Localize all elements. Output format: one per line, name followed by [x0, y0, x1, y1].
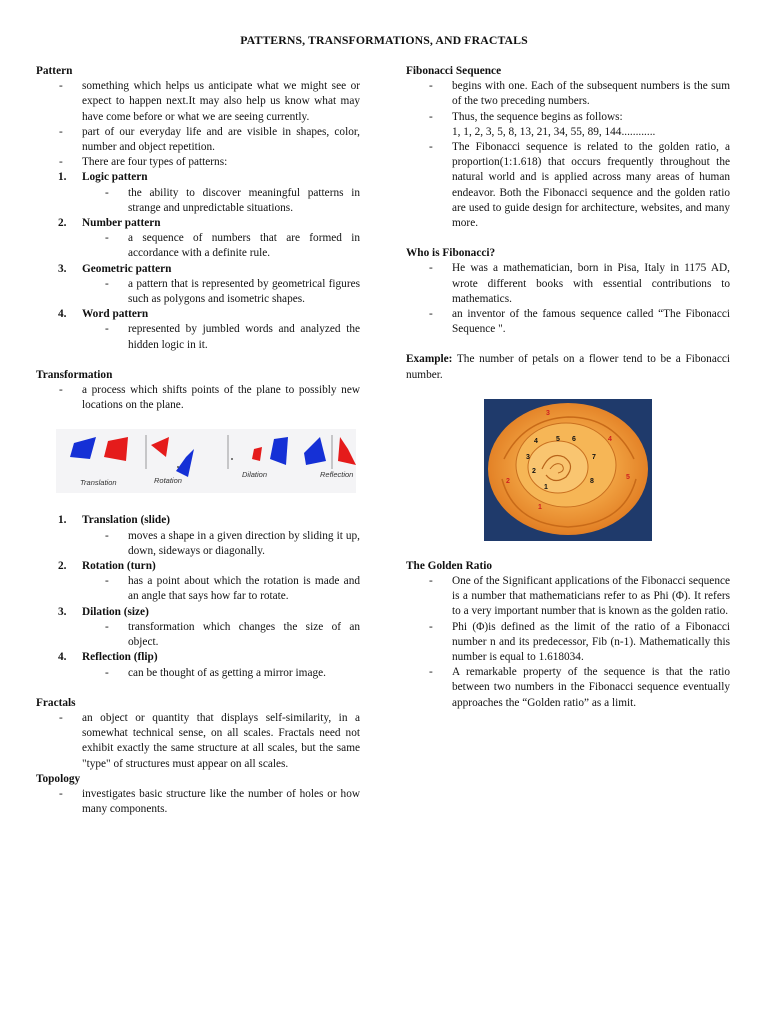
pattern-bullet: - something which helps us anticipate what we might see or expect to happen next.It may also help us know what may have come before or what we are seeing currently.: [59, 80, 360, 123]
petal-number: 4: [534, 437, 538, 445]
rose-inner-petals: [528, 441, 588, 493]
rotation-center-point: [177, 466, 179, 468]
golden-ratio-bullet: - One of the Significant applications of the Fibonacci sequence is a number that mathematicians refer to as Phi (Φ). It refers to a very important number that is known as the golden ratio.: [429, 575, 730, 618]
pattern-type-heading: 4. Word pattern: [58, 308, 149, 321]
fractals-heading: Fractals: [36, 696, 76, 709]
transformations-illustration: [36, 429, 360, 493]
petal-number: 7: [592, 453, 596, 461]
golden-ratio-heading: The Golden Ratio: [406, 559, 492, 572]
rose-petals-image: [484, 399, 652, 541]
transformation-type-desc: - moves a shape in a given direction by sliding it up, down, sideways or diagonally.: [105, 529, 360, 557]
example-paragraph: Example: The number of petals on a flower tend to be a Fibonacci number.: [406, 353, 730, 381]
transformation-type-heading: 1. Translation (slide): [58, 514, 170, 527]
transformation-type-heading: 2. Rotation (turn): [58, 560, 156, 573]
petal-number: 3: [526, 453, 530, 461]
pattern-type-desc: - represented by jumbled words and analyzed the hidden logic in it.: [105, 323, 360, 351]
pattern-type-desc: - a pattern that is represented by geometrical figures such as polygons and isometric shapes.: [105, 277, 360, 306]
petal-number-outer: 3: [546, 409, 550, 417]
petal-number-outer: 4: [608, 435, 612, 443]
pattern-type-heading: 1. Logic pattern: [58, 171, 148, 184]
petal-number-outer: 2: [506, 477, 510, 485]
who-bullet: - He was a mathematician, born in Pisa, Italy in 1175 AD, wrote different books with essential contributions to mathematics.: [429, 262, 730, 305]
who-heading: Who is Fibonacci?: [406, 247, 496, 260]
transformation-type-heading: 4. Reflection (flip): [58, 651, 158, 664]
pattern-bullet: - There are four types of patterns:: [59, 156, 228, 169]
left-column: [36, 64, 360, 817]
pattern-heading: Pattern: [36, 65, 73, 77]
reflection-label: Reflection: [320, 470, 354, 480]
fractals-bullet: - an object or quantity that displays self-similarity, in a somewhat technical sense, on all scales. Fractals need not exhibit exactly the same structure at all scales, but the same "type" of structures must appear on all scales.: [59, 711, 360, 770]
rose-figure: [406, 399, 730, 541]
dilation-label: Dilation: [242, 470, 268, 480]
fibonacci-bullet: - begins with one. Each of the subsequent numbers is the sum of the two preceding numbers.: [429, 80, 730, 108]
pattern-type-heading: 3. Geometric pattern: [58, 262, 172, 275]
right-column: [406, 64, 730, 711]
transformation-type-desc: - can be thought of as getting a mirror image.: [105, 666, 326, 679]
golden-ratio-bullet: - Phi (Φ)is defined as the limit of the ratio of a Fibonacci number n and its predecessor, Fib (n-1). Mathematically this number is equal to 1.618034.: [429, 620, 730, 664]
transformation-type-desc: - has a point about which the rotation is made and an angle that says how far to rotate.: [105, 575, 360, 603]
topology-bullet: - investigates basic structure like the number of holes or how many components.: [59, 787, 360, 816]
petal-number-outer: 5: [626, 473, 630, 481]
transformation-type-heading: 3. Dilation (size): [58, 605, 149, 618]
petal-number: 1: [544, 483, 548, 491]
transformations-figure: [36, 429, 360, 493]
petal-number: 8: [590, 477, 594, 485]
fibonacci-thus-line: Thus, the sequence begins as follows:: [452, 110, 623, 123]
golden-ratio-bullet: - A remarkable property of the sequence is that the ratio between two numbers in the Fibonacci sequence eventually approaches the “Golden ratio” as a limit.: [429, 666, 730, 709]
topology-heading: Topology: [36, 772, 81, 785]
pattern-type-desc: - the ability to discover meaningful patterns in strange and unpredictable situations.: [105, 186, 360, 214]
rotation-label: Rotation: [154, 476, 182, 486]
petal-number: 5: [556, 435, 560, 443]
petal-number: 2: [532, 467, 536, 475]
who-bullet: - an inventor of the famous sequence called “The Fibonacci Sequence ".: [429, 308, 730, 336]
pattern-type-heading: 2. Number pattern: [58, 217, 161, 230]
page-title: PATTERNS, TRANSFORMATIONS, AND FRACTALS: [240, 33, 528, 47]
fibonacci-heading: Fibonacci Sequence: [406, 65, 502, 77]
pattern-type-desc: - a sequence of numbers that are formed in accordance with a definite rule.: [105, 232, 360, 260]
transformation-type-desc: - transformation which changes the size of an object.: [105, 620, 360, 649]
transformation-bullet: - a process which shifts points of the plane to possibly new locations on the plane.: [59, 384, 360, 412]
dilation-center-point: [231, 458, 233, 460]
translation-label: Translation: [80, 478, 117, 488]
fibonacci-bullet: - The Fibonacci sequence is related to the golden ratio, a proportion(1:1.618) that occurs frequently throughout the natural world and is applied across many areas of human endeavor. Both the Fibonacci sequence and the golden ratio are used to guide design for architecture, websites, and many more.: [429, 141, 730, 230]
transformation-heading: Transformation: [36, 368, 113, 381]
example-label: Example:: [406, 353, 453, 366]
pattern-bullet: - part of our everyday life and are visible in shapes, color, number and object repetition.: [59, 125, 360, 154]
fibonacci-sequence-line: 1, 1, 2, 3, 5, 8, 13, 21, 34, 55, 89, 144............: [452, 125, 656, 138]
petal-number: 6: [572, 435, 576, 443]
fibonacci-bullet: - Thus, the sequence begins as follows: 1, 1, 2, 3, 5, 8, 13, 21, 34, 55, 89, 144............: [429, 110, 656, 138]
petal-number-outer: 1: [538, 503, 542, 511]
